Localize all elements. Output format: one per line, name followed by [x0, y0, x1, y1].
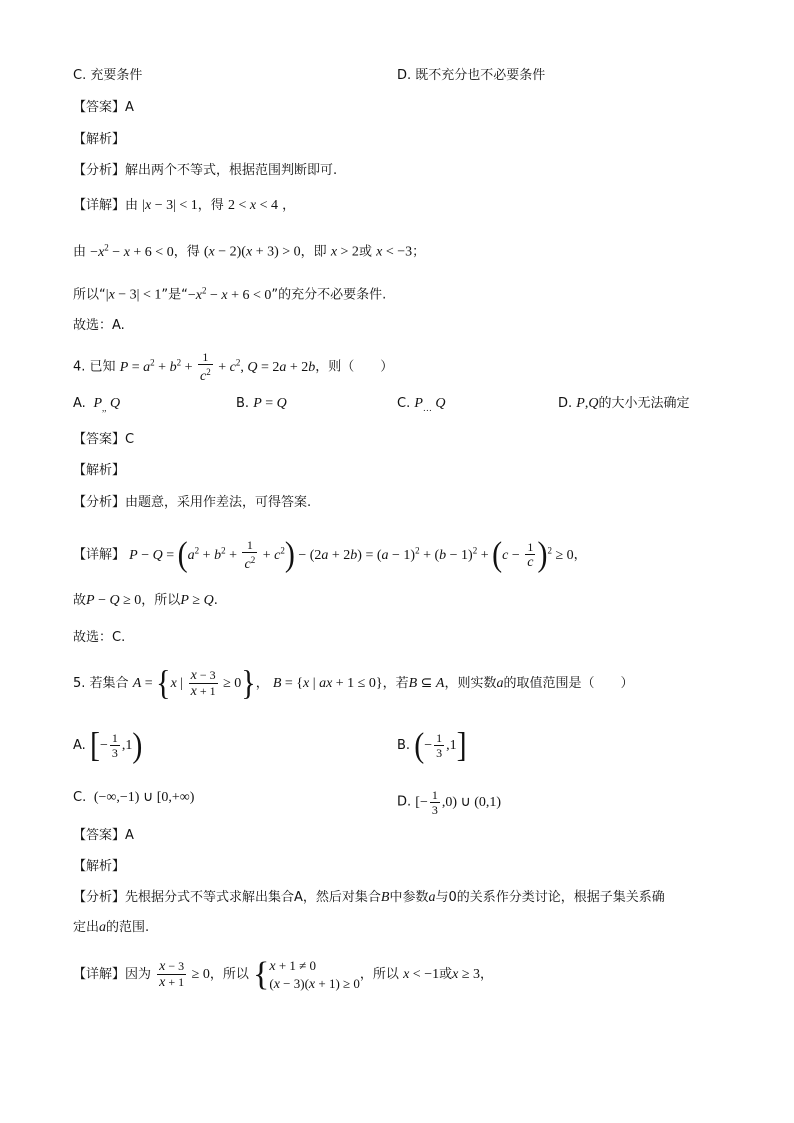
math-difference: $P - Q = (a^2 + b^2$ + $\frac{1}{c^2}$ + $c^2) - (2a + 2b) = (a - 1)^2 + (b - 1)^2 + (c$ − $\frac{1}{c}$ )$^2$ ≥ 0 [129, 535, 574, 574]
detail-tag: 【详解】 [73, 547, 126, 563]
text: 定出 [73, 920, 100, 935]
option-b: B. (− $\frac{1}{3}$ ,1] [397, 726, 467, 765]
text: 的大小无法确定 [598, 396, 690, 411]
text: 因为 [125, 967, 152, 982]
option-d: D. 既不充分也不必要条件 [397, 68, 546, 83]
text: 的范围. [106, 920, 150, 935]
option-d: D. P,Q的大小无法确定 [558, 396, 690, 411]
math-abs-inequality: |x − 3| < 1 [142, 198, 198, 213]
q3-conclusion: 故选：A. [73, 318, 125, 333]
math-set-a: A = {x | $\frac{x - 3}{x + 1}$ ≥ 0} [132, 664, 256, 703]
math-set-b: B = {x | ax + 1 ≤ 0} [272, 676, 383, 691]
text: 由 [125, 198, 139, 213]
text: ，得 [197, 198, 224, 213]
q4-analysis-head: 【解析】 [73, 463, 126, 478]
math-geq: P − Q ≥ 0 [86, 593, 142, 608]
q5-stem [73, 662, 734, 706]
math-sol2: x ≥ 3 [452, 967, 481, 982]
text: 所以“ [73, 287, 106, 303]
text: 由 [73, 244, 87, 260]
option-c-math: (−∞,−1) ∪ [0,+∞) [90, 790, 195, 805]
text: ， [255, 676, 269, 691]
math-var-a: a [428, 890, 436, 905]
q3-answer: 【答案】A [73, 100, 134, 115]
text: ”的充分不必要条件. [271, 287, 387, 303]
q4-options [73, 394, 734, 418]
q4-fenxi: 【分析】由题意，采用作差法，可得答案. [73, 495, 312, 510]
text: ，所以 [209, 967, 249, 982]
brace: { [253, 955, 270, 993]
text: ，所以 [141, 593, 181, 608]
q3-analysis-head: 【解析】 [73, 132, 126, 147]
option-d: D. [− $\frac{1}{3}$ ,0) ∪ (0,1) [397, 788, 502, 817]
option-c: C. 充要条件 [73, 68, 143, 83]
math-result: P ≥ Q [180, 593, 214, 608]
question-number: 4. 已知 [73, 359, 116, 375]
math-abs-inequality: |x − 3| < 1 [105, 287, 162, 303]
option-row-cd [73, 66, 734, 86]
text: ，若 [382, 676, 409, 691]
text: ”是“ [161, 287, 188, 303]
q4-conclusion: 故选：C. [73, 630, 126, 645]
q4-answer: 【答案】C [73, 432, 135, 447]
text: ； [412, 244, 426, 260]
q5-fenxi-line-1 [73, 888, 734, 908]
q4-conclusion-line [73, 591, 734, 611]
text: 【分析】先根据分式不等式求解出集合A，然后对集合 [73, 890, 381, 905]
math-quadratic: $-x^2 - x + 6 < 0$ [187, 285, 272, 303]
math-subset: B ⊆ A [408, 676, 445, 691]
q4-detail [73, 530, 734, 576]
option-b-label: B. [397, 738, 411, 753]
math-sol1: x < −1 [403, 967, 440, 982]
text: ， [282, 198, 296, 213]
text: ，则实数 [444, 676, 497, 691]
math-quadratic: $-x^2 - x + 6 < 0$ [90, 242, 174, 260]
text: 与0的关系作分类讨论，根据子集关系确 [435, 890, 665, 905]
math-var-a: a [99, 920, 107, 935]
q3-detail-line-3 [73, 280, 734, 306]
text: ，则（ ） [315, 359, 394, 375]
math-factored: (x − 2)(x + 3) > 0 [203, 244, 301, 260]
math-definition: $P = a^2 + b^2$ + $\frac{1}{c^2}$ + $c^2$, Q = 2a + 2b [119, 350, 316, 385]
math-system: x + 1 ≠ 0 (x − 3)(x + 1) ≥ 0 [269, 957, 360, 992]
math-root2: x < −3 [376, 244, 413, 260]
text: . [213, 593, 218, 608]
q3-fenxi: 【分析】解出两个不等式，根据范围判断即可. [73, 163, 338, 178]
text: 或 [439, 967, 453, 982]
q3-detail-line-1 [73, 196, 734, 216]
option-c-label: C. [397, 396, 411, 411]
option-a-math: $P_{,,}$ Q [93, 396, 121, 413]
q5-options-cd [73, 788, 734, 817]
option-d-label: D. [558, 396, 573, 411]
text: 的取值范围是（ ） [503, 676, 634, 691]
q5-answer: 【答案】A [73, 828, 134, 843]
math-fraction-ineq: $\frac{x - 3}{x + 1}$ ≥ 0 [159, 959, 210, 991]
math-root1: x > 2 [330, 244, 359, 260]
text: ，即 [300, 244, 327, 260]
q5-detail [73, 952, 734, 998]
option-a-label: A. [73, 396, 86, 411]
option-a-label: A. [73, 738, 86, 753]
q5-fenxi-line-2 [73, 918, 734, 938]
q3-detail-line-2 [73, 237, 734, 263]
math-var-a: a [496, 676, 504, 691]
q5-options-ab [73, 724, 734, 768]
option-c: C. $P_\dots$ Q [397, 396, 446, 413]
text: ， [480, 967, 494, 982]
text: ， [573, 547, 587, 563]
math-range: 2 < x < 4 [227, 198, 278, 213]
option-a-math: [− $\frac{1}{3}$ ,1) [89, 726, 143, 765]
question-number: 5. 若集合 [73, 676, 129, 691]
option-b-label: B. [236, 396, 250, 411]
detail-tag: 【详解】 [73, 967, 126, 982]
math-var-b: B [380, 890, 390, 905]
option-b: B. P = Q [236, 396, 287, 411]
option-c-label: C. [73, 790, 87, 805]
text: 或 [358, 244, 372, 260]
text: ，所以 [359, 967, 399, 982]
text: 中参数 [389, 890, 429, 905]
detail-tag: 【详解】 [73, 198, 126, 213]
q4-stem [73, 347, 734, 384]
option-d-label: D. [397, 794, 412, 810]
text: ，得 [173, 244, 200, 260]
q5-analysis-head: 【解析】 [73, 859, 126, 874]
text: 故 [73, 593, 87, 608]
